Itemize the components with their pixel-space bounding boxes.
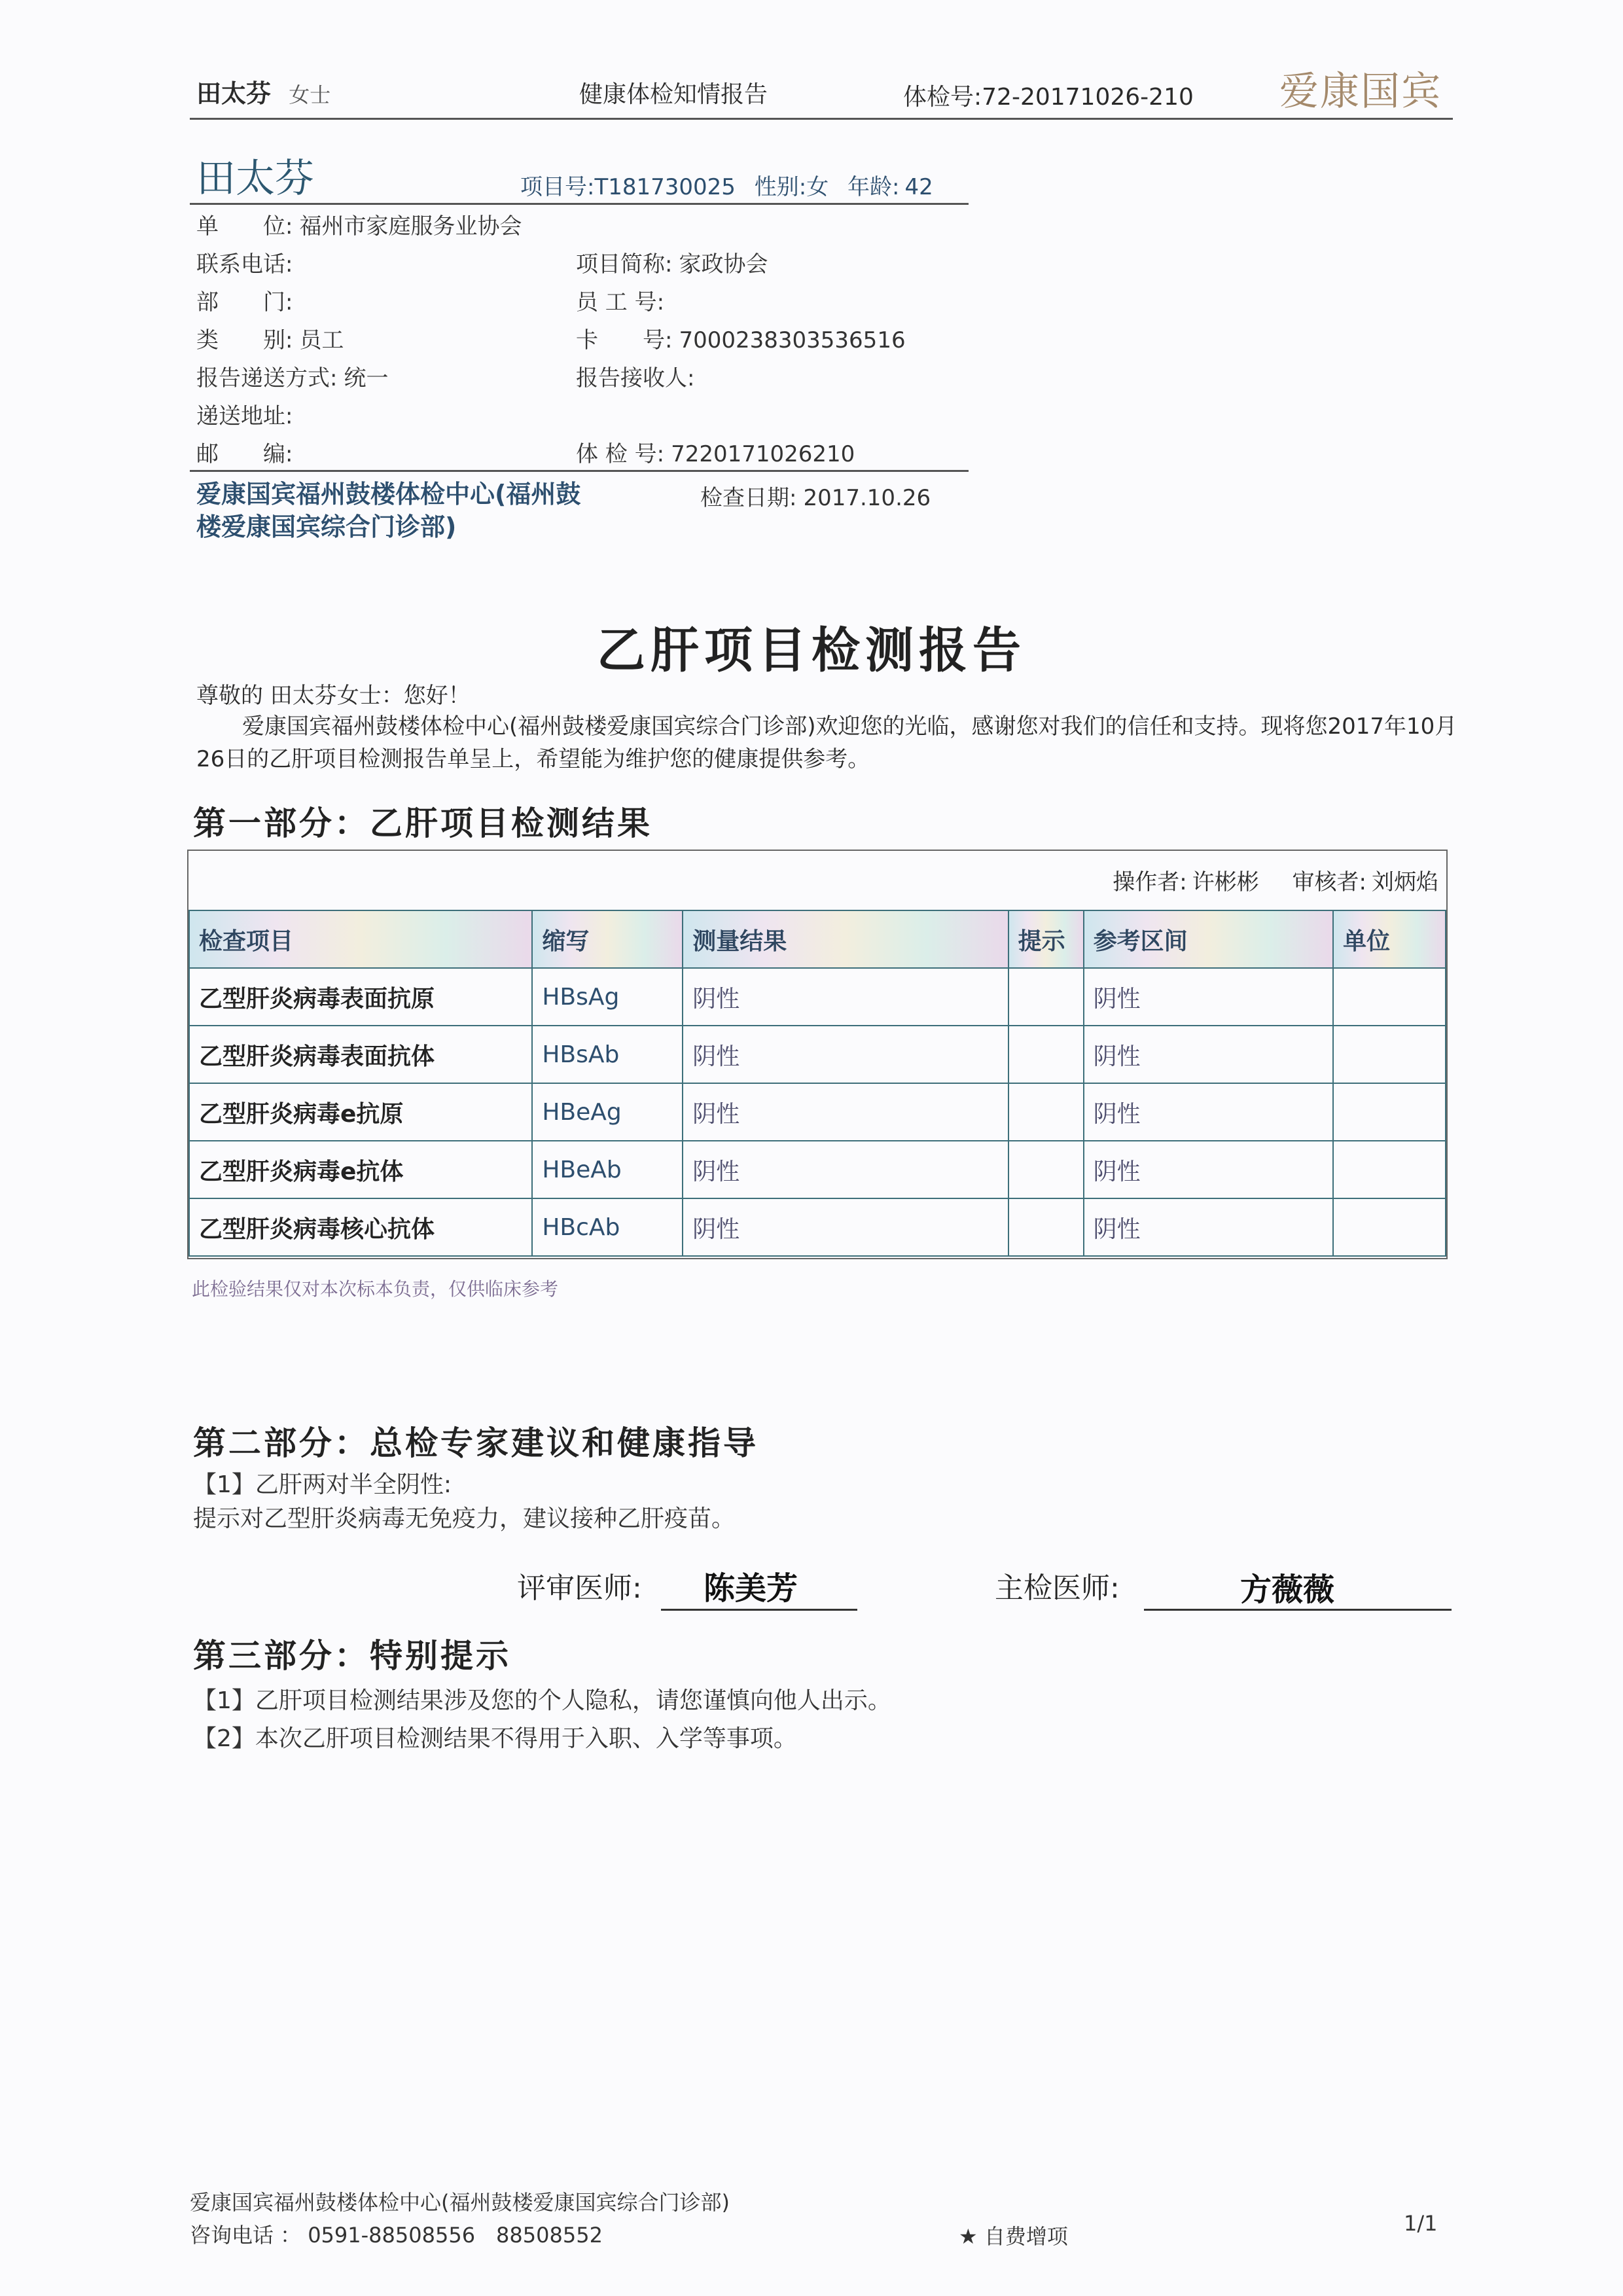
header-patient-name: 田太芬 女士 (196, 79, 331, 108)
cell-unit (1333, 1026, 1446, 1083)
cell-ref: 阴性 (1084, 1026, 1334, 1083)
cell-result: 阴性 (683, 1026, 1008, 1083)
tip-1: 【1】乙肝项目检测结果涉及您的个人隐私，请您谨慎向他人出示。 (193, 1687, 891, 1714)
cell-unit (1333, 968, 1446, 1026)
table-row (189, 1083, 1446, 1141)
info-exam-id: 体 检 号: 7220171026210 (576, 441, 855, 467)
reviewer-doctor-signature: 陈美芳 (704, 1570, 798, 1607)
reviewer-signature-line (661, 1609, 857, 1611)
cell-ref: 阴性 (1084, 968, 1334, 1026)
page-number: 1/1 (1404, 2211, 1438, 2236)
brand-logo-text: 爱康国宾 (1279, 69, 1442, 115)
cell-unit (1333, 1141, 1446, 1198)
cell-unit (1333, 1083, 1446, 1141)
col-header-result: 测量结果 (683, 910, 1008, 968)
cell-result: 阴性 (683, 1198, 1008, 1256)
cell-item: 乙型肝炎病毒表面抗原 (189, 968, 532, 1026)
cell-ref: 阴性 (1084, 1141, 1334, 1198)
cell-hint (1008, 1026, 1084, 1083)
col-header-abbr: 缩写 (532, 910, 683, 968)
header-report-title: 健康体检知情报告 (579, 81, 768, 108)
header-honorific: 女士 (289, 82, 331, 107)
footer-legend: ★ 自费增项 (959, 2224, 1068, 2249)
patient-name: 田太芬 (196, 156, 314, 202)
info-dept: 部 门: (196, 289, 293, 315)
info-category: 类 别: 员工 (196, 327, 344, 353)
cell-unit (1333, 1198, 1446, 1256)
patient-divider (190, 203, 969, 205)
part1-title: 第一部分：乙肝项目检测结果 (193, 804, 652, 842)
cell-item: 乙型肝炎病毒表面抗体 (189, 1026, 532, 1083)
col-header-hint: 提示 (1008, 910, 1084, 968)
cell-ref: 阴性 (1084, 1083, 1334, 1141)
table-row (189, 1026, 1446, 1083)
cell-abbr: HBcAb (532, 1198, 683, 1256)
cell-abbr: HBsAg (532, 968, 683, 1026)
info-receiver: 报告接收人: (576, 365, 695, 391)
cell-abbr: HBeAg (532, 1083, 683, 1141)
cell-hint (1008, 968, 1084, 1026)
header-divider (190, 118, 1453, 120)
chief-doctor-signature: 方薇薇 (1240, 1571, 1335, 1608)
operator-line: 操作者: 许彬彬 审核者: 刘炳焰 (1113, 869, 1438, 895)
footer-center-name: 爱康国宾福州鼓楼体检中心(福州鼓楼爱康国宾综合门诊部) (190, 2190, 730, 2215)
col-header-ref: 参考区间 (1084, 910, 1334, 968)
center-name: 爱康国宾福州鼓楼体检中心(福州鼓楼爱康国宾综合门诊部) (196, 480, 581, 541)
document-title: 乙肝项目检测报告 (597, 622, 1026, 679)
info-unit: 单 位: 福州市家庭服务业协会 (196, 213, 522, 240)
info-address: 递送地址: (196, 403, 293, 429)
results-table (188, 910, 1446, 1257)
check-date: 检查日期: 2017.10.26 (700, 485, 931, 511)
table-row (189, 968, 1446, 1026)
table-header-row (189, 910, 1446, 968)
col-header-unit: 单位 (1333, 910, 1446, 968)
intro-paragraph: 爱康国宾福州鼓楼体检中心(福州鼓楼爱康国宾综合门诊部)欢迎您的光临，感谢您对我们的信任和支持。现将您2017年10月26日的乙肝项目检测报告单呈上，希望能为维护您的健康提供参考。 (196, 713, 1457, 772)
col-header-item: 检查项目 (189, 910, 532, 968)
footer-phone: 咨询电话 ： 0591-88508556 88508552 (190, 2223, 603, 2248)
info-project-short: 项目简称: 家政协会 (576, 251, 768, 278)
info-delivery: 报告递送方式: 统一 (196, 365, 389, 391)
result-disclaimer: 此检验结果仅对本次标本负责，仅供临床参考 (192, 1278, 559, 1300)
cell-abbr: HBsAb (532, 1026, 683, 1083)
cell-item: 乙型肝炎病毒e抗体 (189, 1141, 532, 1198)
cell-item: 乙型肝炎病毒e抗原 (189, 1083, 532, 1141)
cell-result: 阴性 (683, 968, 1008, 1026)
tip-2: 【2】本次乙肝项目检测结果不得用于入职、入学等事项。 (193, 1725, 797, 1752)
patient-summary: 项目号:T181730025 性别:女 年龄: 42 (520, 174, 933, 200)
table-row (189, 1198, 1446, 1256)
cell-result: 阴性 (683, 1083, 1008, 1141)
advice-line-2: 提示对乙型肝炎病毒无免疫力，建议接种乙肝疫苗。 (193, 1505, 736, 1532)
info-postcode: 邮 编: (196, 441, 293, 467)
header-exam-number: 体检号:72-20171026-210 (903, 84, 1194, 111)
info-card: 卡 号: 7000238303536516 (576, 327, 906, 353)
advice-line-1: 【1】乙肝两对半全阴性: (193, 1471, 452, 1498)
chief-signature-line (1144, 1609, 1452, 1611)
greeting: 尊敬的 田太芬女士：您好！ (196, 683, 471, 709)
cell-abbr: HBeAb (532, 1141, 683, 1198)
results-panel (187, 850, 1448, 1259)
cell-item: 乙型肝炎病毒核心抗体 (189, 1198, 532, 1256)
info-staff-no: 员 工 号: (576, 289, 665, 315)
cell-hint (1008, 1141, 1084, 1198)
part2-title: 第二部分：总检专家建议和健康指导 (193, 1424, 758, 1462)
reviewer-doctor-label: 评审医师: (517, 1571, 642, 1605)
cell-hint (1008, 1083, 1084, 1141)
table-row (189, 1141, 1446, 1198)
info-divider (190, 470, 969, 472)
info-phone: 联系电话: (196, 251, 293, 278)
part3-title: 第三部分：特别提示 (193, 1637, 511, 1675)
cell-ref: 阴性 (1084, 1198, 1334, 1256)
chief-doctor-label: 主检医师: (995, 1571, 1120, 1605)
cell-result: 阴性 (683, 1141, 1008, 1198)
cell-hint (1008, 1198, 1084, 1256)
